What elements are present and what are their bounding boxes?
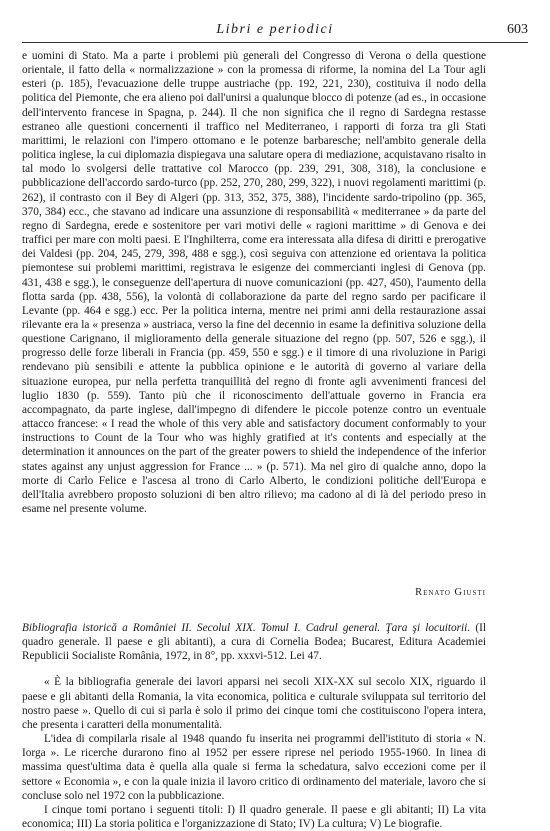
author-signature: Renato Giusti — [415, 587, 486, 598]
bibliographic-citation — [22, 621, 486, 663]
review-paragraph: L'idea di compilarla risale al 1948 quando fu inserita nei programmi dell'istituto di storia « N. Iorga ». Le ricerche durarono fino al 1952 per essere riprese nel periodo 1955-1960. In linea di massima quest'ultima data è quella alla quale si ferma la schedatura, salvo eccezioni come per il settore « Economia », e con la quale inizia il lavoro critico di ordinamento del materiale, lavoro che si concluse solo nel 1972 con la pubblicazione. — [22, 733, 486, 802]
review-paragraph: I cinque tomi portano i seguenti titoli: I) Il quadro generale. Il paese e gli abitanti; II) La vita economica; III) La storia politica e l'organizzazione di Stato; IV) La cultura; V) Le biografie. — [22, 803, 486, 831]
review-section — [22, 621, 486, 831]
citation-title: Bibliografia istorică a României II. Secolul XIX. Tomul I. Cadrul general. Ţara şi locuitorii. — [22, 622, 471, 634]
running-title: Libri e periodici — [216, 22, 334, 37]
article-body — [22, 49, 486, 516]
review-paragraph: « È la bibliografia generale dei lavori apparsi nei secoli XIX-XX sul secolo XIX, riguardo il paese e gli abitanti della Romania, la vita economica, politica e culturale sviluppata sul territorio del nostro paese ». Quello di cui si parla è solo il primo dei cinque tomi che costituiscono l'opera intera, che presenta i caratteri della monumentalità. — [22, 676, 486, 731]
citation-details: (Il quadro generale. Il paese e gli abitanti), a cura di Cornelia Bodea; Bucarest, Editura Academiei Republicii Socialiste România, 1972, in 8°, pp. xxxvi-512. Lei 47. — [22, 622, 486, 663]
article-paragraph: e uomini di Stato. Ma a parte i problemi più generali del Congresso di Verona o della questione orientale, il fatto della « normalizzazione » con la promessa di riforme, la nomina del La Tour agli esteri (p. 185), l'evacuazione delle truppe austriache (pp. 192, 221, 230), costituiva il nodo della politica del Piemonte, che era alieno poi dall'unirsi a qualunque blocco di potenze (ad es., in occasione dell'intervento francese in Spagna, p. 244). Il che non significa che il regno di Sardegna restasse estraneo alle questioni concernenti il traffico nel Mediterraneo, i rapporti di forza tra gli Stati marittimi, le relazioni con l'impero ottomano e le potenze barbaresche; nell'ambito generale della politica inglese, la cui diplomazia dispiegava una salutare opera di mediazione, acquistavano risalto in tal modo lo svolgersi delle trattative col Marocco (pp. 239, 291, 308, 318), la conclusione e pubblicazione dell'accordo sardo-turco (pp. 252, 270, 280, 299, 322), i nuovi regolamenti marittimi (p. 262), il contrasto con il Bey di Algeri (pp. 313, 352, 375, 388), l'incidente sardo-tripolino (pp. 365, 370, 384) ecc., che stavano ad indicare una assunzione di responsabilità « mediterranee » da parte del regno di Sardegna, erede e sostenitore per vari motivi delle « ragioni marittime » di Genova e dei traffici per mare con molti paesi. E l'Inghilterra, come era interessata alla difesa di diritti e prerogative dei Valdesi (pp. 204, 245, 279, 398, 488 e sgg.), così seguiva con attenzione ed orientava la politica piemontese sui problemi marittimi, registrava le esigenze dei commercianti inglesi di Genova (pp. 431, 438 e sgg.), le conseguenze dell'apertura di nuove comunicazioni (pp. 427, 450), l'aumento della flotta sarda (pp. 438, 556), la volontà di collaborazione da parte del regno sardo per pacificare il Levante (pp. 464 e sgg.) ecc. Per la politica interna, mentre nei primi anni della restaurazione assai rilevante era la « presenza » austriaca, verso la fine del decennio in esame la definitiva soluzione della questione Carignano, il miglioramento della generale situazione del regno (pp. 507, 526 e sgg.), il progresso delle forze liberali in Francia (pp. 459, 550 e sgg.) e il timore di una rivoluzione in Parigi rendevano più sensibili e attente la pubblica opinione e le autorità di governo al variare della situazione europea, pur nella perfetta tranquillità del regno di fronte agli avvenimenti francesi del luglio 1830 (p. 559). Tanto più che il riconoscimento dell'attuale governo in Francia era accompagnato, da parte inglese, dall'impegno di difendere le piccole potenze contro un eventuale attacco francese: « I read the whole of this very able and satisfactory document conformably to your instructions to Count de la Tour who was highly gratified at it's contents and especially at the determination it announces on the part of the greater powers to shield the independence of the inferior states against any unjust aggression for France ... » (p. 571). Ma nel giro di qualche anno, dopo la morte di Carlo Felice e l'ascesa al trono di Carlo Alberto, le condizioni politiche dell'Europa e dell'Italia avrebbero proposto soluzioni di ben altro rilievo; ma cadono al di là del periodo preso in esame nel presente volume. — [22, 50, 486, 515]
running-header — [22, 22, 528, 43]
page-number: 603 — [507, 22, 528, 37]
